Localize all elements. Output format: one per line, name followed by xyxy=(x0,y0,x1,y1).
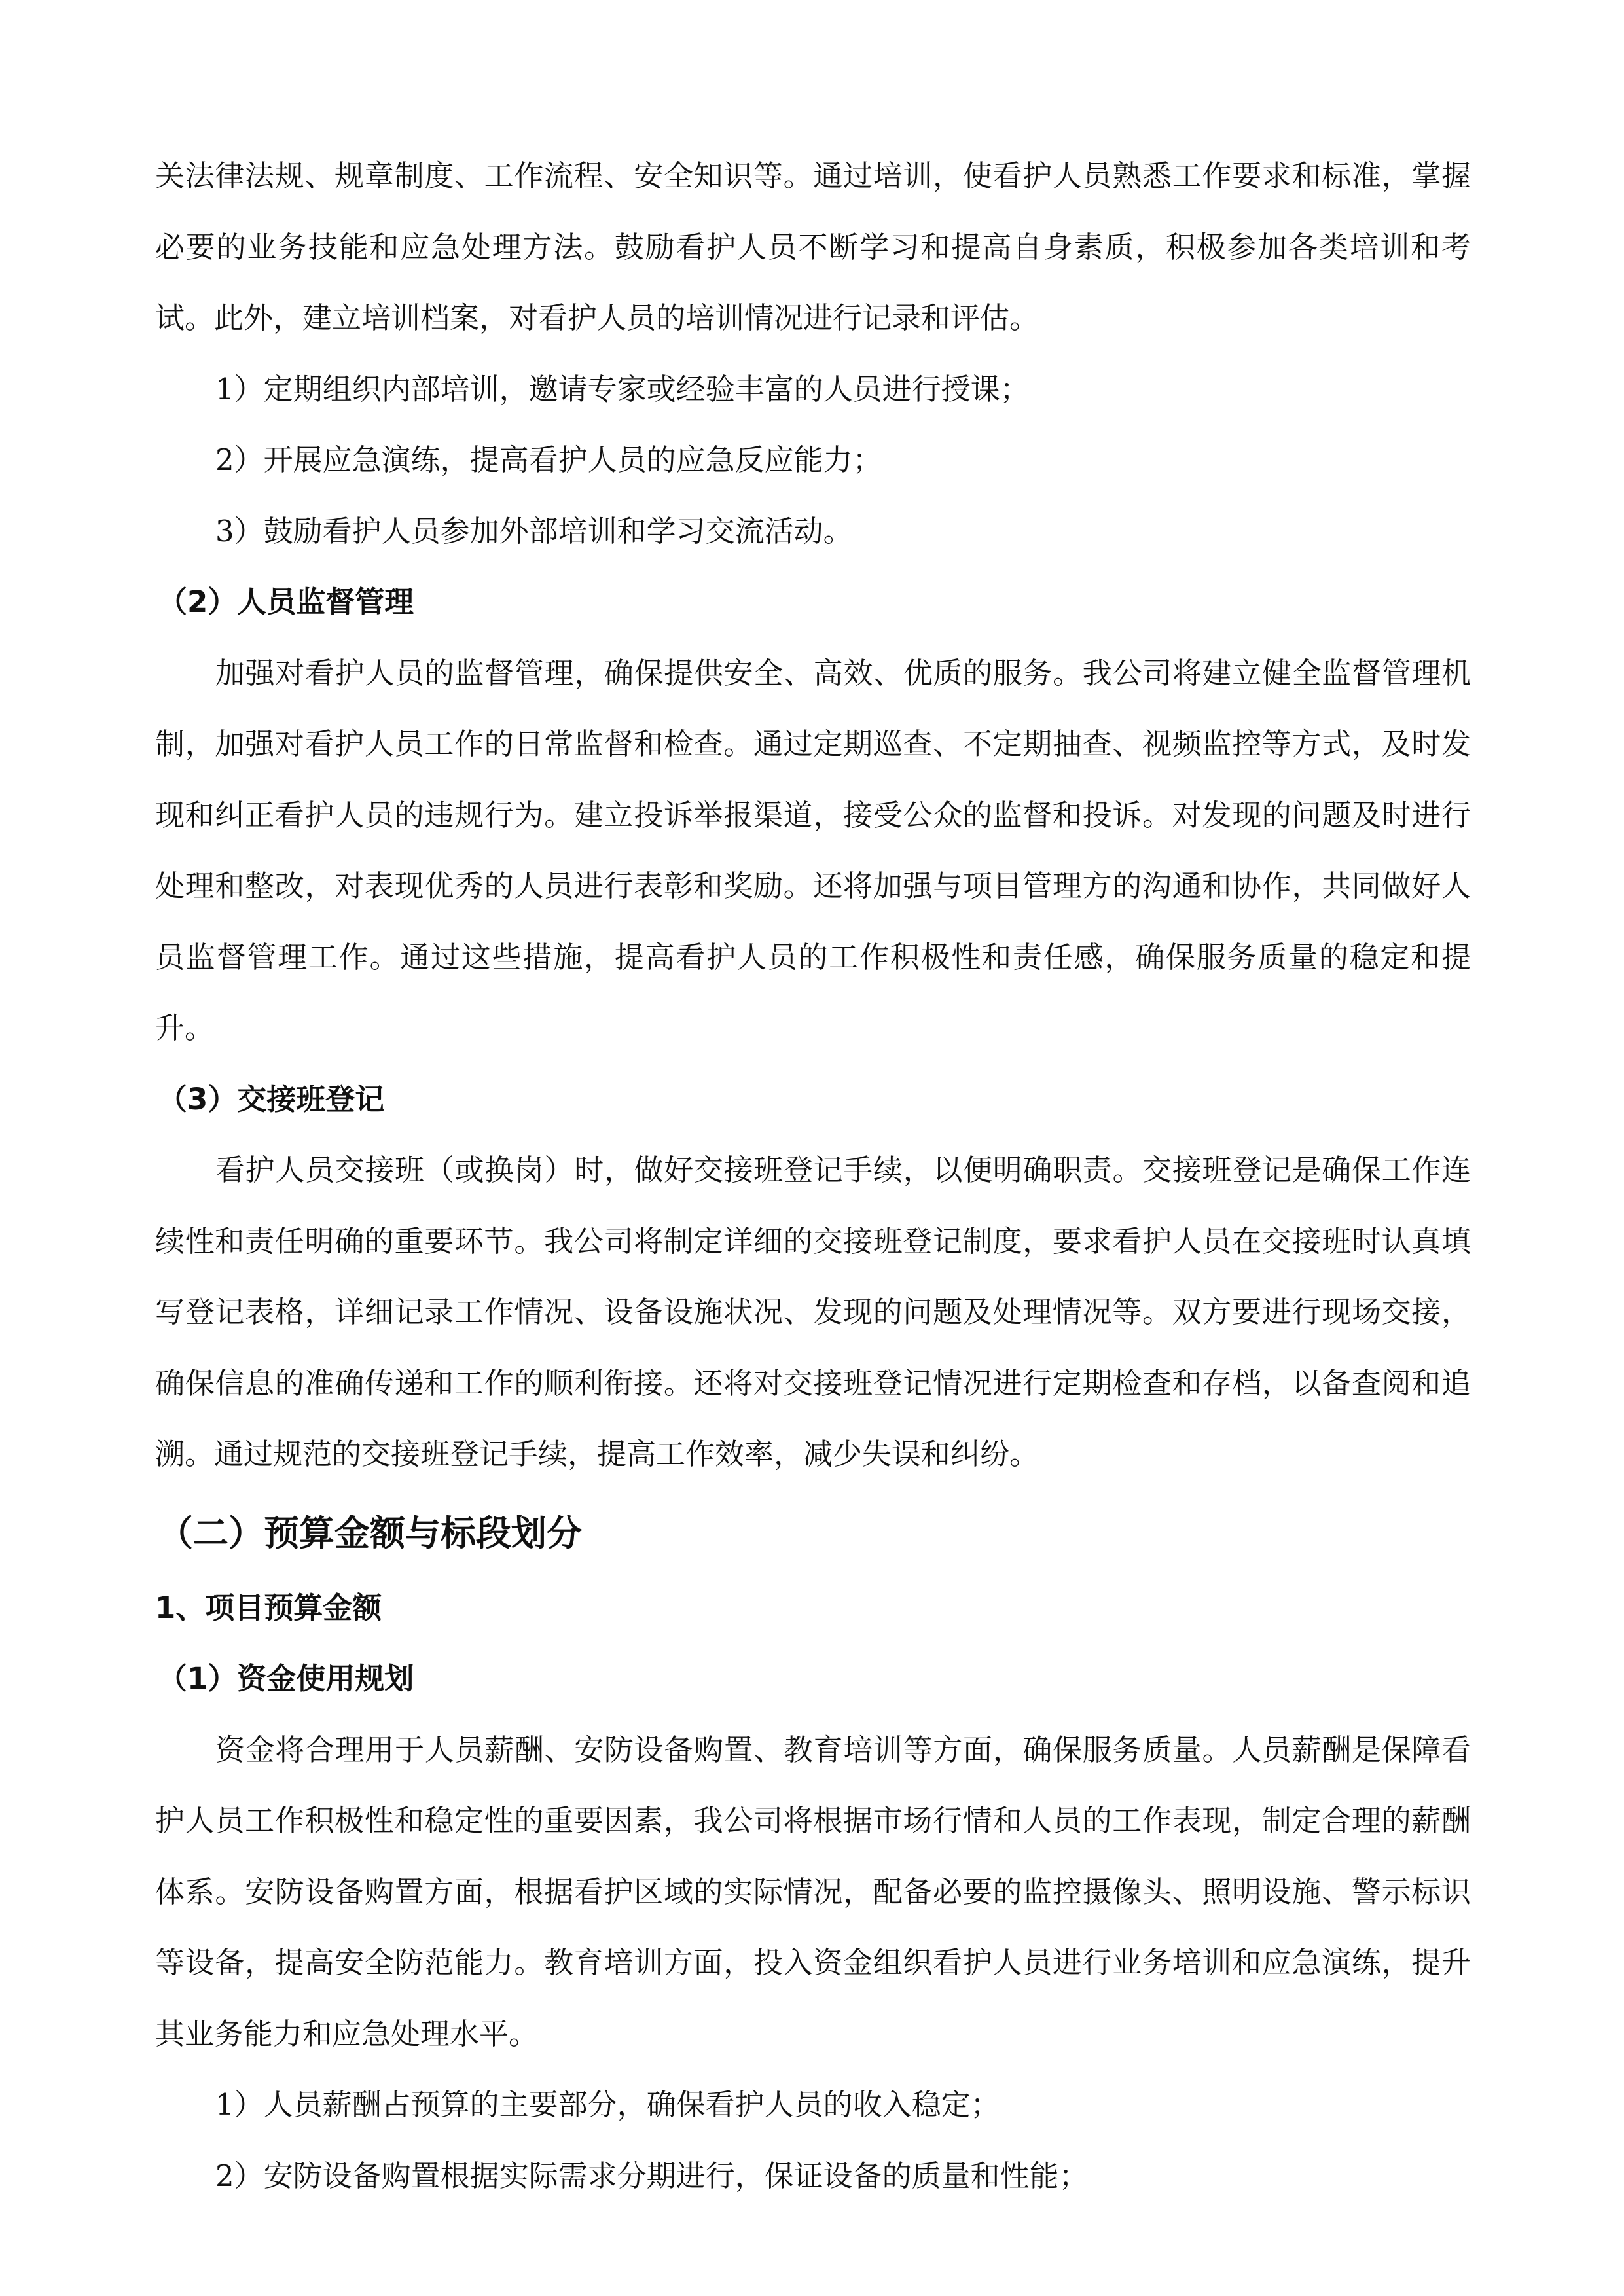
document-page xyxy=(155,141,1471,2212)
training-item-3: 3）鼓励看护人员参加外部培训和学习交流活动。 xyxy=(215,513,853,548)
fund-item-2: 2）安防设备购置根据实际需求分期进行，保证设备的质量和性能； xyxy=(215,2158,1089,2193)
training-item-1: 1）定期组织内部培训，邀请专家或经验丰富的人员进行授课； xyxy=(215,371,1030,406)
fund-plan-paragraph: 资金将合理用于人员薪酬、安防设备购置、教育培训等方面，确保服务质量。人员薪酬是保障看护人员工作积极性和稳定性的重要因素，我公司将根据市场行情和人员的工作表现，制定合理的薪酬体系。安防设备购置方面，根据看护区域的实际情况，配备必要的监控摄像头、照明设施、警示标识等设备，提高安全防范能力。教育培训方面，投入资金组织看护人员进行业务培训和应急演练，提升其业务能力和应急处理水平。 xyxy=(155,1732,1471,2051)
fund-item-1: 1）人员薪酬占预算的主要部分，确保看护人员的收入稳定； xyxy=(215,2087,1000,2122)
project-budget-heading: 1、项目预算金额 xyxy=(155,1590,382,1625)
supervision-paragraph: 加强对看护人员的监督管理，确保提供安全、高效、优质的服务。我公司将建立健全监督管理机制，加强对看护人员工作的日常监督和检查。通过定期巡查、不定期抽查、视频监控等方式，及时发现和纠正看护人员的违规行为。建立投诉举报渠道，接受公众的监督和投诉。对发现的问题及时进行处理和整改，对表现优秀的人员进行表彰和奖励。还将加强与项目管理方的沟通和协作，共同做好人员监督管理工作。通过这些措施，提高看护人员的工作积极性和责任感，确保服务质量的稳定和提升。 xyxy=(155,655,1471,1045)
training-intro-paragraph: 关法律法规、规章制度、工作流程、安全知识等。通过培训，使看护人员熟悉工作要求和标准，掌握必要的业务技能和应急处理方法。鼓励看护人员不断学习和提高自身素质，积极参加各类培训和考试。此外，建立培训档案，对看护人员的培训情况进行记录和评估。 xyxy=(155,158,1471,335)
supervision-heading: （2）人员监督管理 xyxy=(158,584,414,619)
handover-heading: （3）交接班登记 xyxy=(158,1081,385,1117)
fund-plan-heading: （1）资金使用规划 xyxy=(158,1661,414,1696)
section-2-heading: （二）预算金额与标段划分 xyxy=(158,1512,582,1554)
training-item-2: 2）开展应急演练，提高看护人员的应急反应能力； xyxy=(215,442,882,477)
handover-paragraph: 看护人员交接班（或换岗）时，做好交接班登记手续，以便明确职责。交接班登记是确保工作连续性和责任明确的重要环节。我公司将制定详细的交接班登记制度，要求看护人员在交接班时认真填写登记表格，详细记录工作情况、设备设施状况、发现的问题及处理情况等。双方要进行现场交接，确保信息的准确传递和工作的顺利衔接。还将对交接班登记情况进行定期检查和存档，以备查阅和追溯。通过规范的交接班登记手续，提高工作效率，减少失误和纠纷。 xyxy=(155,1153,1471,1471)
